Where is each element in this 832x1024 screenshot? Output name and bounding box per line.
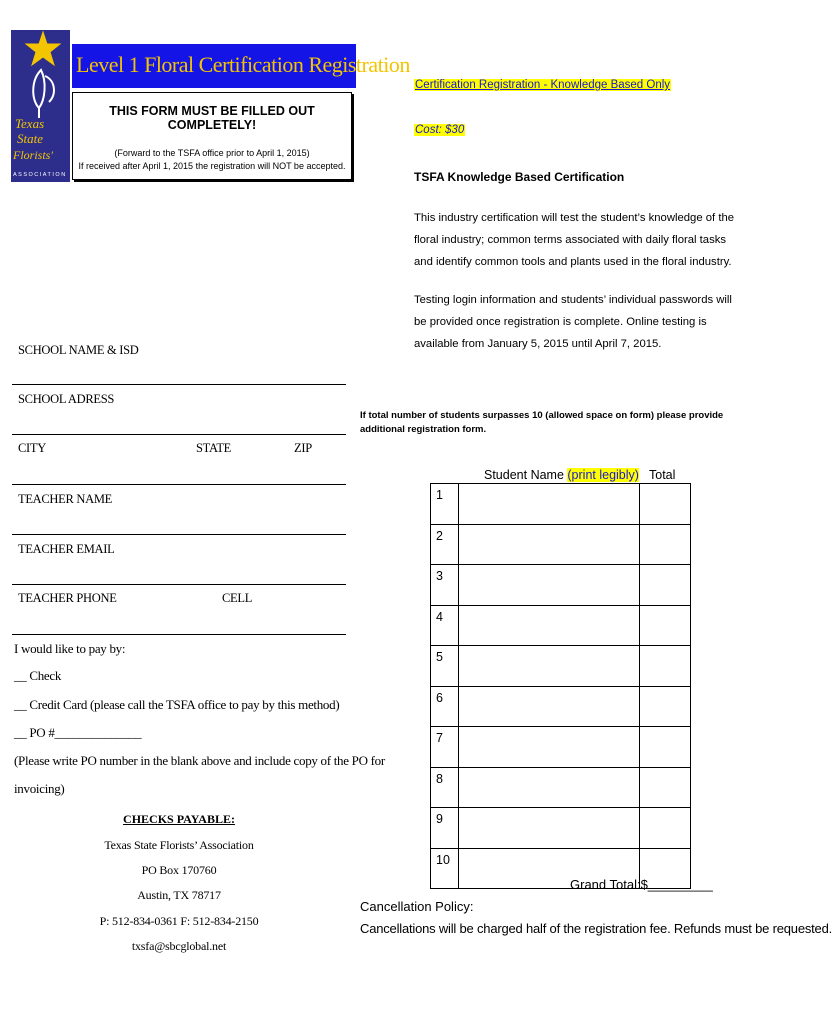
total-cell[interactable] (640, 565, 691, 606)
student-name-cell[interactable] (459, 524, 640, 565)
state-label: STATE (196, 441, 231, 455)
city-state-zip-field[interactable] (12, 484, 346, 485)
student-name-cell[interactable] (459, 605, 640, 646)
payment-credit-option[interactable]: __ Credit Card (please call the TSFA office to pay by this method) (14, 697, 340, 712)
total-cell[interactable] (640, 484, 691, 525)
cancellation-heading: Cancellation Policy: (360, 899, 474, 914)
row-number: 4 (431, 605, 459, 646)
page-title: Level 1 Floral Certification Registration (76, 52, 410, 77)
table-row (431, 565, 691, 606)
payable-phone: P: 512-834-0361 F: 512-834-2150 (99, 914, 259, 928)
school-address-label: SCHOOL ADRESS (18, 392, 115, 406)
certification-description: This industry certification will test the student’s knowledge of the floral industry; common terms associated with daily floral tasks and identify common tools and plants used in the floral industry. (414, 212, 735, 268)
svg-text:Texas: Texas (15, 116, 45, 131)
student-name-header-text: Student Name (484, 468, 568, 482)
certification-heading: Certification Registration - Knowledge Based Only (415, 79, 671, 91)
payable-email: txsfa@sbcglobal.net (131, 939, 227, 953)
po-note-line-1: (Please write PO number in the blank above and include copy of the PO for (14, 753, 385, 768)
cancellation-text: Cancellations will be charged half of the registration fee. Refunds must be requested. (360, 921, 832, 936)
teacher-phone-label: TEACHER PHONE (18, 591, 117, 605)
payable-org: Texas State Florists’ Association (104, 838, 254, 852)
city-label: CITY (18, 441, 46, 455)
student-name-cell[interactable] (459, 565, 640, 606)
checks-payable-heading: CHECKS PAYABLE: (123, 812, 235, 826)
total-cell[interactable] (640, 727, 691, 768)
teacher-name-label: TEACHER NAME (18, 492, 112, 506)
student-name-cell[interactable] (459, 484, 640, 525)
payable-pobox: PO Box 170760 (141, 863, 217, 877)
student-name-cell[interactable] (459, 767, 640, 808)
svg-text:State: State (17, 131, 43, 146)
school-address-field[interactable] (12, 434, 346, 435)
total-cell[interactable] (640, 686, 691, 727)
print-legibly-note: (print legibly) (567, 468, 639, 482)
svg-text:ASSOCIATION: ASSOCIATION (13, 172, 67, 178)
student-table (430, 483, 691, 889)
school-name-label: SCHOOL NAME & ISD (18, 343, 139, 357)
row-number: 6 (431, 686, 459, 727)
tsfa-logo (11, 30, 70, 182)
total-cell[interactable] (640, 767, 691, 808)
total-header: Total (649, 468, 676, 482)
po-note-line-2: invoicing) (14, 781, 65, 796)
total-cell[interactable] (640, 808, 691, 849)
row-number: 8 (431, 767, 459, 808)
total-cell[interactable] (640, 605, 691, 646)
payment-check-option[interactable]: __ Check (14, 668, 62, 683)
student-name-cell[interactable] (459, 808, 640, 849)
row-number: 2 (431, 524, 459, 565)
row-number: 7 (431, 727, 459, 768)
zip-label: ZIP (294, 441, 312, 455)
table-row (431, 605, 691, 646)
table-row (431, 808, 691, 849)
teacher-name-field[interactable] (12, 534, 346, 535)
notice-heading: THIS FORM MUST BE FILLED OUT COMPLETELY! (109, 104, 315, 132)
cost-label: Cost: $30 (415, 124, 465, 136)
payment-intro: I would like to pay by: (14, 641, 126, 656)
student-name-cell[interactable] (459, 646, 640, 687)
notice-line-1: (Forward to the TSFA office prior to April 1, 2015) (114, 148, 310, 158)
payment-po-option[interactable]: __ PO #______________ (14, 725, 142, 740)
row-number: 10 (431, 848, 459, 889)
teacher-email-field[interactable] (12, 584, 346, 585)
additional-form-note: If total number of students surpasses 10 (allowed space on form) please provide additional registration form. (360, 410, 724, 435)
table-row (431, 524, 691, 565)
student-name-header (484, 468, 639, 482)
row-number: 3 (431, 565, 459, 606)
teacher-phone-field[interactable] (12, 634, 346, 635)
teacher-email-label: TEACHER EMAIL (18, 542, 115, 556)
cell-label: CELL (222, 591, 253, 605)
school-name-field[interactable] (12, 384, 346, 385)
total-cell[interactable] (640, 646, 691, 687)
table-row (431, 484, 691, 525)
svg-text:Florists': Florists' (13, 148, 53, 162)
table-row (431, 646, 691, 687)
table-row (431, 767, 691, 808)
tsfa-certification-heading: TSFA Knowledge Based Certification (414, 170, 625, 184)
notice-line-2: If received after April 1, 2015 the registration will NOT be accepted. (78, 161, 346, 171)
row-number: 5 (431, 646, 459, 687)
table-row (431, 727, 691, 768)
student-name-cell[interactable] (459, 727, 640, 768)
total-cell[interactable] (640, 524, 691, 565)
testing-info: Testing login information and students’ individual passwords will be provided once registration is complete. Online testing is available from January 5, 2015 until April 7, 2015. (414, 294, 732, 350)
row-number: 9 (431, 808, 459, 849)
table-row (431, 686, 691, 727)
student-name-cell[interactable] (459, 686, 640, 727)
payable-city: Austin, TX 78717 (137, 888, 221, 902)
row-number: 1 (431, 484, 459, 525)
grand-total-field[interactable]: Grand Total:$_________ (570, 877, 713, 892)
